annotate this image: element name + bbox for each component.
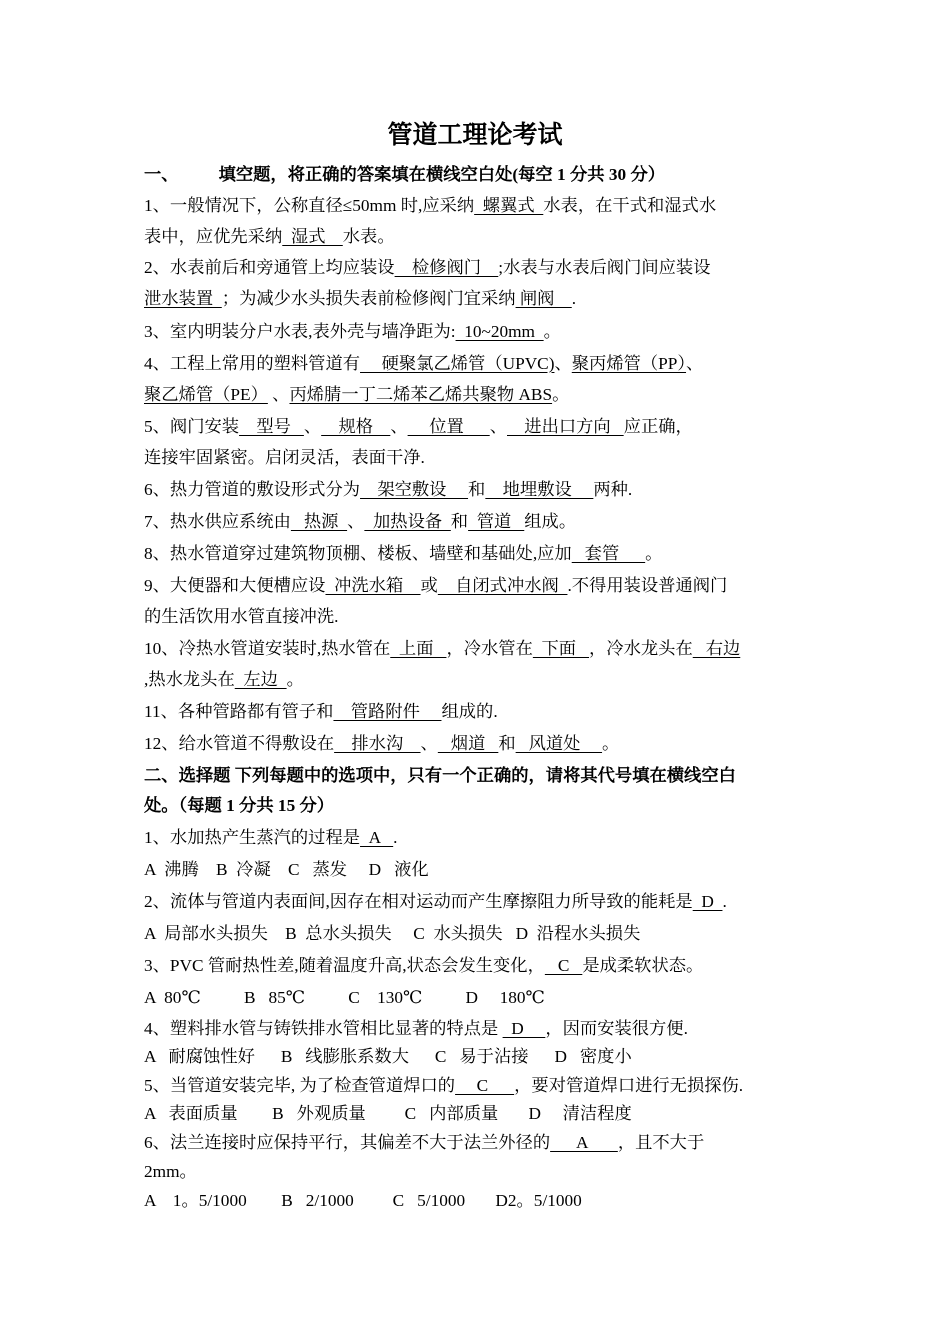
section-2-heading-line-2: 处。（每题 1 分共 15 分） bbox=[144, 796, 335, 815]
answer-blank: 型号 bbox=[239, 417, 304, 436]
answer-blank: 左边 bbox=[234, 670, 287, 689]
answer-blank: 10~20mm bbox=[455, 322, 544, 341]
choice-question-1: 1、水加热产生蒸汽的过程是 A . bbox=[144, 828, 398, 847]
answer-blank: 排水沟 bbox=[334, 734, 421, 753]
answer-blank: A bbox=[550, 1133, 618, 1152]
answer-blank: 套管 bbox=[571, 544, 646, 563]
answer-blank: 聚丙烯管（PP） bbox=[571, 354, 687, 373]
answer-blank: D bbox=[692, 892, 723, 911]
choice-question-6-line-1: 6、法兰连接时应保持平行，其偏差不大于法兰外径的 A ，且不大于 bbox=[144, 1133, 705, 1152]
answer-blank: 冲洗水箱 bbox=[325, 576, 421, 595]
answer-blank: 地埋敷设 bbox=[485, 480, 594, 499]
answer-blank: 螺翼式 bbox=[474, 196, 544, 215]
question-6: 6、热力管道的敷设形式分为 架空敷设 和 地埋敷设 两种. bbox=[144, 480, 633, 499]
choice-question-4-options: A 耐腐蚀性好 B 线膨胀系数大 C 易于沾接 D 密度小 bbox=[144, 1047, 632, 1066]
answer-blank: 聚乙烯管（PE） bbox=[144, 385, 268, 404]
question-11: 11、各种管路都有管子和 管路附件 组成的. bbox=[144, 702, 498, 721]
answer-blank: C bbox=[544, 956, 583, 975]
question-3: 3、室内明装分户水表,表外壳与墙净距为: 10~20mm 。 bbox=[144, 322, 561, 341]
choice-question-3: 3、PVC 管耐热性差,随着温度升高,状态会发生变化， C 是成柔软状态。 bbox=[144, 956, 704, 975]
question-1-line-2: 表中，应优先采纳 湿式 水表。 bbox=[144, 227, 395, 246]
answer-blank: 管路附件 bbox=[333, 702, 442, 721]
answer-blank: 闸阀 bbox=[515, 289, 572, 308]
answer-blank: 烟道 bbox=[437, 734, 499, 753]
answer-blank: C bbox=[455, 1076, 515, 1095]
question-10-line-2: ,热水龙头在 左边 。 bbox=[144, 670, 304, 689]
answer-blank: 架空敷设 bbox=[360, 480, 469, 499]
question-1-line-1: 1、一般情况下，公称直径≤50mm 时,应采纳 螺翼式 水表，在干式和湿式水 bbox=[144, 196, 717, 215]
answer-blank: 热源 bbox=[290, 512, 348, 531]
answer-blank: 加热设备 bbox=[364, 512, 451, 531]
answer-blank: 位置 bbox=[407, 417, 490, 436]
choice-question-2-options: A 局部水头损失 B 总水头损失 C 水头损失 D 沿程水头损失 bbox=[144, 924, 641, 943]
choice-question-6-line-2: 2mm。 bbox=[144, 1162, 197, 1181]
question-2-line-1: 2、水表前后和旁通管上均应装设 检修阀门 ;水表与水表后阀门间应装设 bbox=[144, 258, 711, 277]
question-10-line-1: 10、冷热水管道安装时,热水管在 上面 ，冷水管在 下面 ，冷水龙头在 右边 bbox=[144, 639, 741, 658]
answer-blank: 下面 bbox=[532, 639, 590, 658]
choice-question-6-options: A 1。5/1000 B 2/1000 C 5/1000 D2。5/1000 bbox=[144, 1191, 582, 1210]
answer-blank: 硬聚氯乙烯管（UPVC) bbox=[360, 354, 555, 373]
question-9-line-2: 的生活饮用水管直接冲洗. bbox=[144, 607, 339, 626]
answer-blank: D bbox=[502, 1019, 546, 1038]
answer-blank: 自闭式冲水阀 bbox=[437, 576, 568, 595]
question-4-line-2: 聚乙烯管（PE） 、丙烯腈一丁二烯苯乙烯共聚物 ABS。 bbox=[144, 385, 570, 404]
section-1-heading bbox=[144, 160, 665, 190]
answer-blank: 规格 bbox=[321, 417, 391, 436]
choice-question-5: 5、当管道安装完毕, 为了检查管道焊口的 C ，要对管道焊口进行无损探伤. bbox=[144, 1076, 744, 1095]
answer-blank: 湿式 bbox=[282, 227, 343, 246]
section-1-number: 一、 bbox=[144, 165, 179, 184]
answer-blank: 右边 bbox=[692, 639, 741, 658]
choice-question-4: 4、塑料排水管与铸铁排水管相比显著的特点是 D ，因而安装很方便. bbox=[144, 1019, 688, 1038]
question-4-line-1: 4、工程上常用的塑料管道有 硬聚氯乙烯管（UPVC)、聚丙烯管（PP）、 bbox=[144, 354, 704, 373]
answer-blank: 泄水装置 bbox=[144, 289, 222, 308]
question-2-line-2: 泄水装置 ；为减少水头损失表前检修阀门宜采纳 闸阀 . bbox=[144, 289, 577, 308]
answer-blank: 丙烯腈一丁二烯苯乙烯共聚物 ABS bbox=[289, 385, 553, 404]
answer-blank: A bbox=[360, 828, 394, 847]
section-2-heading-line-1: 二、选择题 下列每题中的选项中，只有一个正确的，请将其代号填在横线空白 bbox=[144, 766, 736, 785]
question-7: 7、热水供应系统由 热源 、 加热设备 和 管道 组成。 bbox=[144, 512, 577, 531]
choice-question-5-options: A 表面质量 B 外观质量 C 内部质量 D 清洁程度 bbox=[144, 1104, 632, 1123]
answer-blank: 风道处 bbox=[515, 734, 603, 753]
question-12: 12、给水管道不得敷设在 排水沟 、 烟道 和 风道处 。 bbox=[144, 734, 620, 753]
answer-blank: 进出口方向 bbox=[507, 417, 624, 436]
choice-question-2: 2、流体与管道内表面间,因存在相对运动而产生摩擦阻力所导致的能耗是 D . bbox=[144, 892, 727, 911]
choice-question-1-options: A 沸腾 B 冷凝 C 蒸发 D 液化 bbox=[144, 860, 429, 879]
page-title: 管道工理论考试 bbox=[387, 122, 563, 149]
section-1-instruction: 填空题，将正确的答案填在横线空白处(每空 1 分共 30 分） bbox=[218, 165, 666, 184]
question-5-line-1: 5、阀门安装 型号 、 规格 、 位置 、 进出口方向 应正确， bbox=[144, 417, 693, 436]
question-5-line-2: 连接牢固紧密。启闭灵活，表面干净. bbox=[144, 448, 425, 467]
answer-blank: 上面 bbox=[390, 639, 447, 658]
answer-blank: 管道 bbox=[468, 512, 525, 531]
choice-question-3-options: A 80℃ B 85℃ C 130℃ D 180℃ bbox=[144, 988, 545, 1007]
answer-blank: 检修阀门 bbox=[394, 258, 499, 277]
question-9-line-1: 9、大便器和大便槽应设 冲洗水箱 或 自闭式冲水阀 .不得用装设普通阀门 bbox=[144, 576, 728, 595]
question-8: 8、热水管道穿过建筑物顶棚、楼板、墙壁和基础处,应加 套管 。 bbox=[144, 544, 663, 563]
